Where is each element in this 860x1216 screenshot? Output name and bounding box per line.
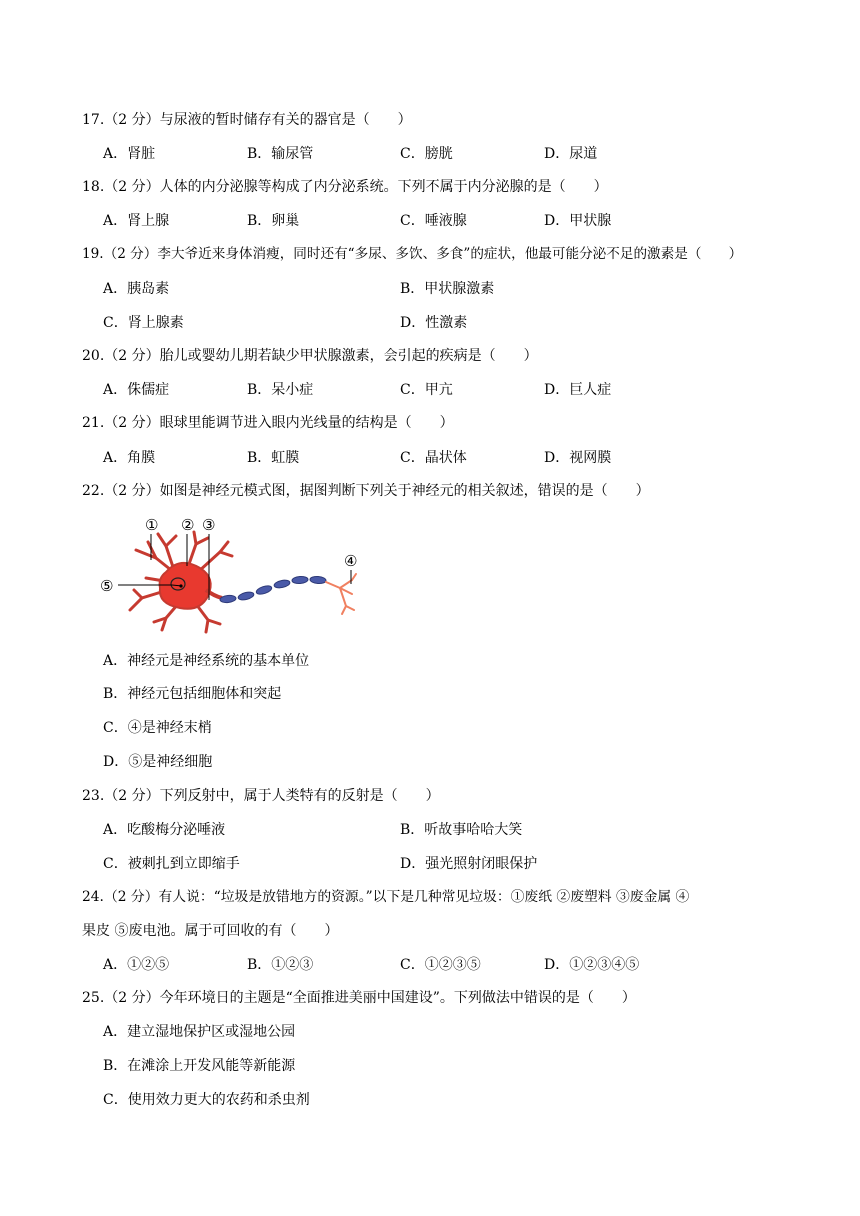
question-24-stem: 24.（2 分）有人说：“垃圾是放错地方的资源。”以下是几种常见垃圾：①废纸 ②废塑料 ③废金属 ④ <box>82 889 690 905</box>
q24-option-b[interactable]: B．①②③ <box>247 957 314 973</box>
q25-option-a[interactable]: A．建立湿地保护区或湿地公园 <box>103 1024 296 1040</box>
axon <box>220 576 327 603</box>
q21-option-b[interactable]: B．虹膜 <box>247 450 300 466</box>
label-5: ⑤ <box>100 577 114 595</box>
q19-option-a[interactable]: A．胰岛素 <box>103 281 170 297</box>
q23-option-c[interactable]: C．被刺扎到立即缩手 <box>103 856 240 872</box>
q20-option-a[interactable]: A．侏儒症 <box>103 382 170 398</box>
q22-option-c[interactable]: C．④是神经末梢 <box>103 720 212 736</box>
q19-option-b[interactable]: B．甲状腺激素 <box>400 281 495 297</box>
q22-option-d[interactable]: D．⑤是神经细胞 <box>103 754 213 770</box>
label-2: ② <box>181 516 195 534</box>
q18-option-a[interactable]: A．肾上腺 <box>103 213 170 229</box>
question-24-stem-continued: 果皮 ⑤废电池。属于可回收的有（ ） <box>82 923 339 939</box>
question-20-stem: 20.（2 分）胎儿或婴幼儿期若缺少甲状腺激素，会引起的疾病是（ ） <box>82 348 538 364</box>
neuron-diagram <box>96 512 366 634</box>
q23-option-b[interactable]: B．听故事哈哈大笑 <box>400 822 523 838</box>
question-17-stem: 17.（2 分）与尿液的暂时储存有关的器官是（ ） <box>82 112 412 128</box>
q21-option-a[interactable]: A．角膜 <box>103 450 156 466</box>
q20-option-b[interactable]: B．呆小症 <box>247 382 314 398</box>
question-22-stem: 22.（2 分）如图是神经元模式图，据图判断下列关于神经元的相关叙述，错误的是（ ） <box>82 483 650 499</box>
q17-option-d[interactable]: D．尿道 <box>544 146 598 162</box>
q21-option-d[interactable]: D．视网膜 <box>544 450 612 466</box>
question-19-stem: 19.（2 分）李大爷近来身体消瘦，同时还有“多尿、多饮、多食”的症状，他最可能分泌不足的激素是（ ） <box>82 246 743 262</box>
q17-option-c[interactable]: C．膀胱 <box>400 146 453 162</box>
label-3: ③ <box>202 516 216 534</box>
q17-option-a[interactable]: A．肾脏 <box>103 146 156 162</box>
q24-option-d[interactable]: D．①②③④⑤ <box>544 957 640 973</box>
q24-option-a[interactable]: A．①②⑤ <box>103 957 170 973</box>
q25-option-b[interactable]: B．在滩涂上开发风能等新能源 <box>103 1058 296 1074</box>
q18-option-d[interactable]: D．甲状腺 <box>544 213 612 229</box>
question-25-stem: 25.（2 分）今年环境日的主题是“全面推进美丽中国建设”。下列做法中错误的是（ ） <box>82 990 636 1006</box>
label-4: ④ <box>344 552 358 570</box>
q21-option-c[interactable]: C．晶状体 <box>400 450 467 466</box>
q25-option-c[interactable]: C．使用效力更大的农药和杀虫剂 <box>103 1092 310 1108</box>
q19-option-c[interactable]: C．肾上腺素 <box>103 315 184 331</box>
q20-option-d[interactable]: D．巨人症 <box>544 382 612 398</box>
question-21-stem: 21.（2 分）眼球里能调节进入眼内光线量的结构是（ ） <box>82 415 454 431</box>
q22-option-b[interactable]: B．神经元包括细胞体和突起 <box>103 686 282 702</box>
q23-option-a[interactable]: A．吃酸梅分泌唾液 <box>103 822 226 838</box>
q23-option-d[interactable]: D．强光照射闭眼保护 <box>400 856 538 872</box>
q17-option-b[interactable]: B．输尿管 <box>247 146 314 162</box>
label-1: ① <box>145 516 159 534</box>
q19-option-d[interactable]: D．性激素 <box>400 315 468 331</box>
q18-option-b[interactable]: B．卵巢 <box>247 213 300 229</box>
q22-option-a[interactable]: A．神经元是神经系统的基本单位 <box>103 653 310 669</box>
question-23-stem: 23.（2 分）下列反射中，属于人类特有的反射是（ ） <box>82 788 440 804</box>
q18-option-c[interactable]: C．唾液腺 <box>400 213 467 229</box>
q20-option-c[interactable]: C．甲亢 <box>400 382 453 398</box>
question-18-stem: 18.（2 分）人体的内分泌腺等构成了内分泌系统。下列不属于内分泌腺的是（ ） <box>82 179 608 195</box>
q24-option-c[interactable]: C．①②③⑤ <box>400 957 481 973</box>
